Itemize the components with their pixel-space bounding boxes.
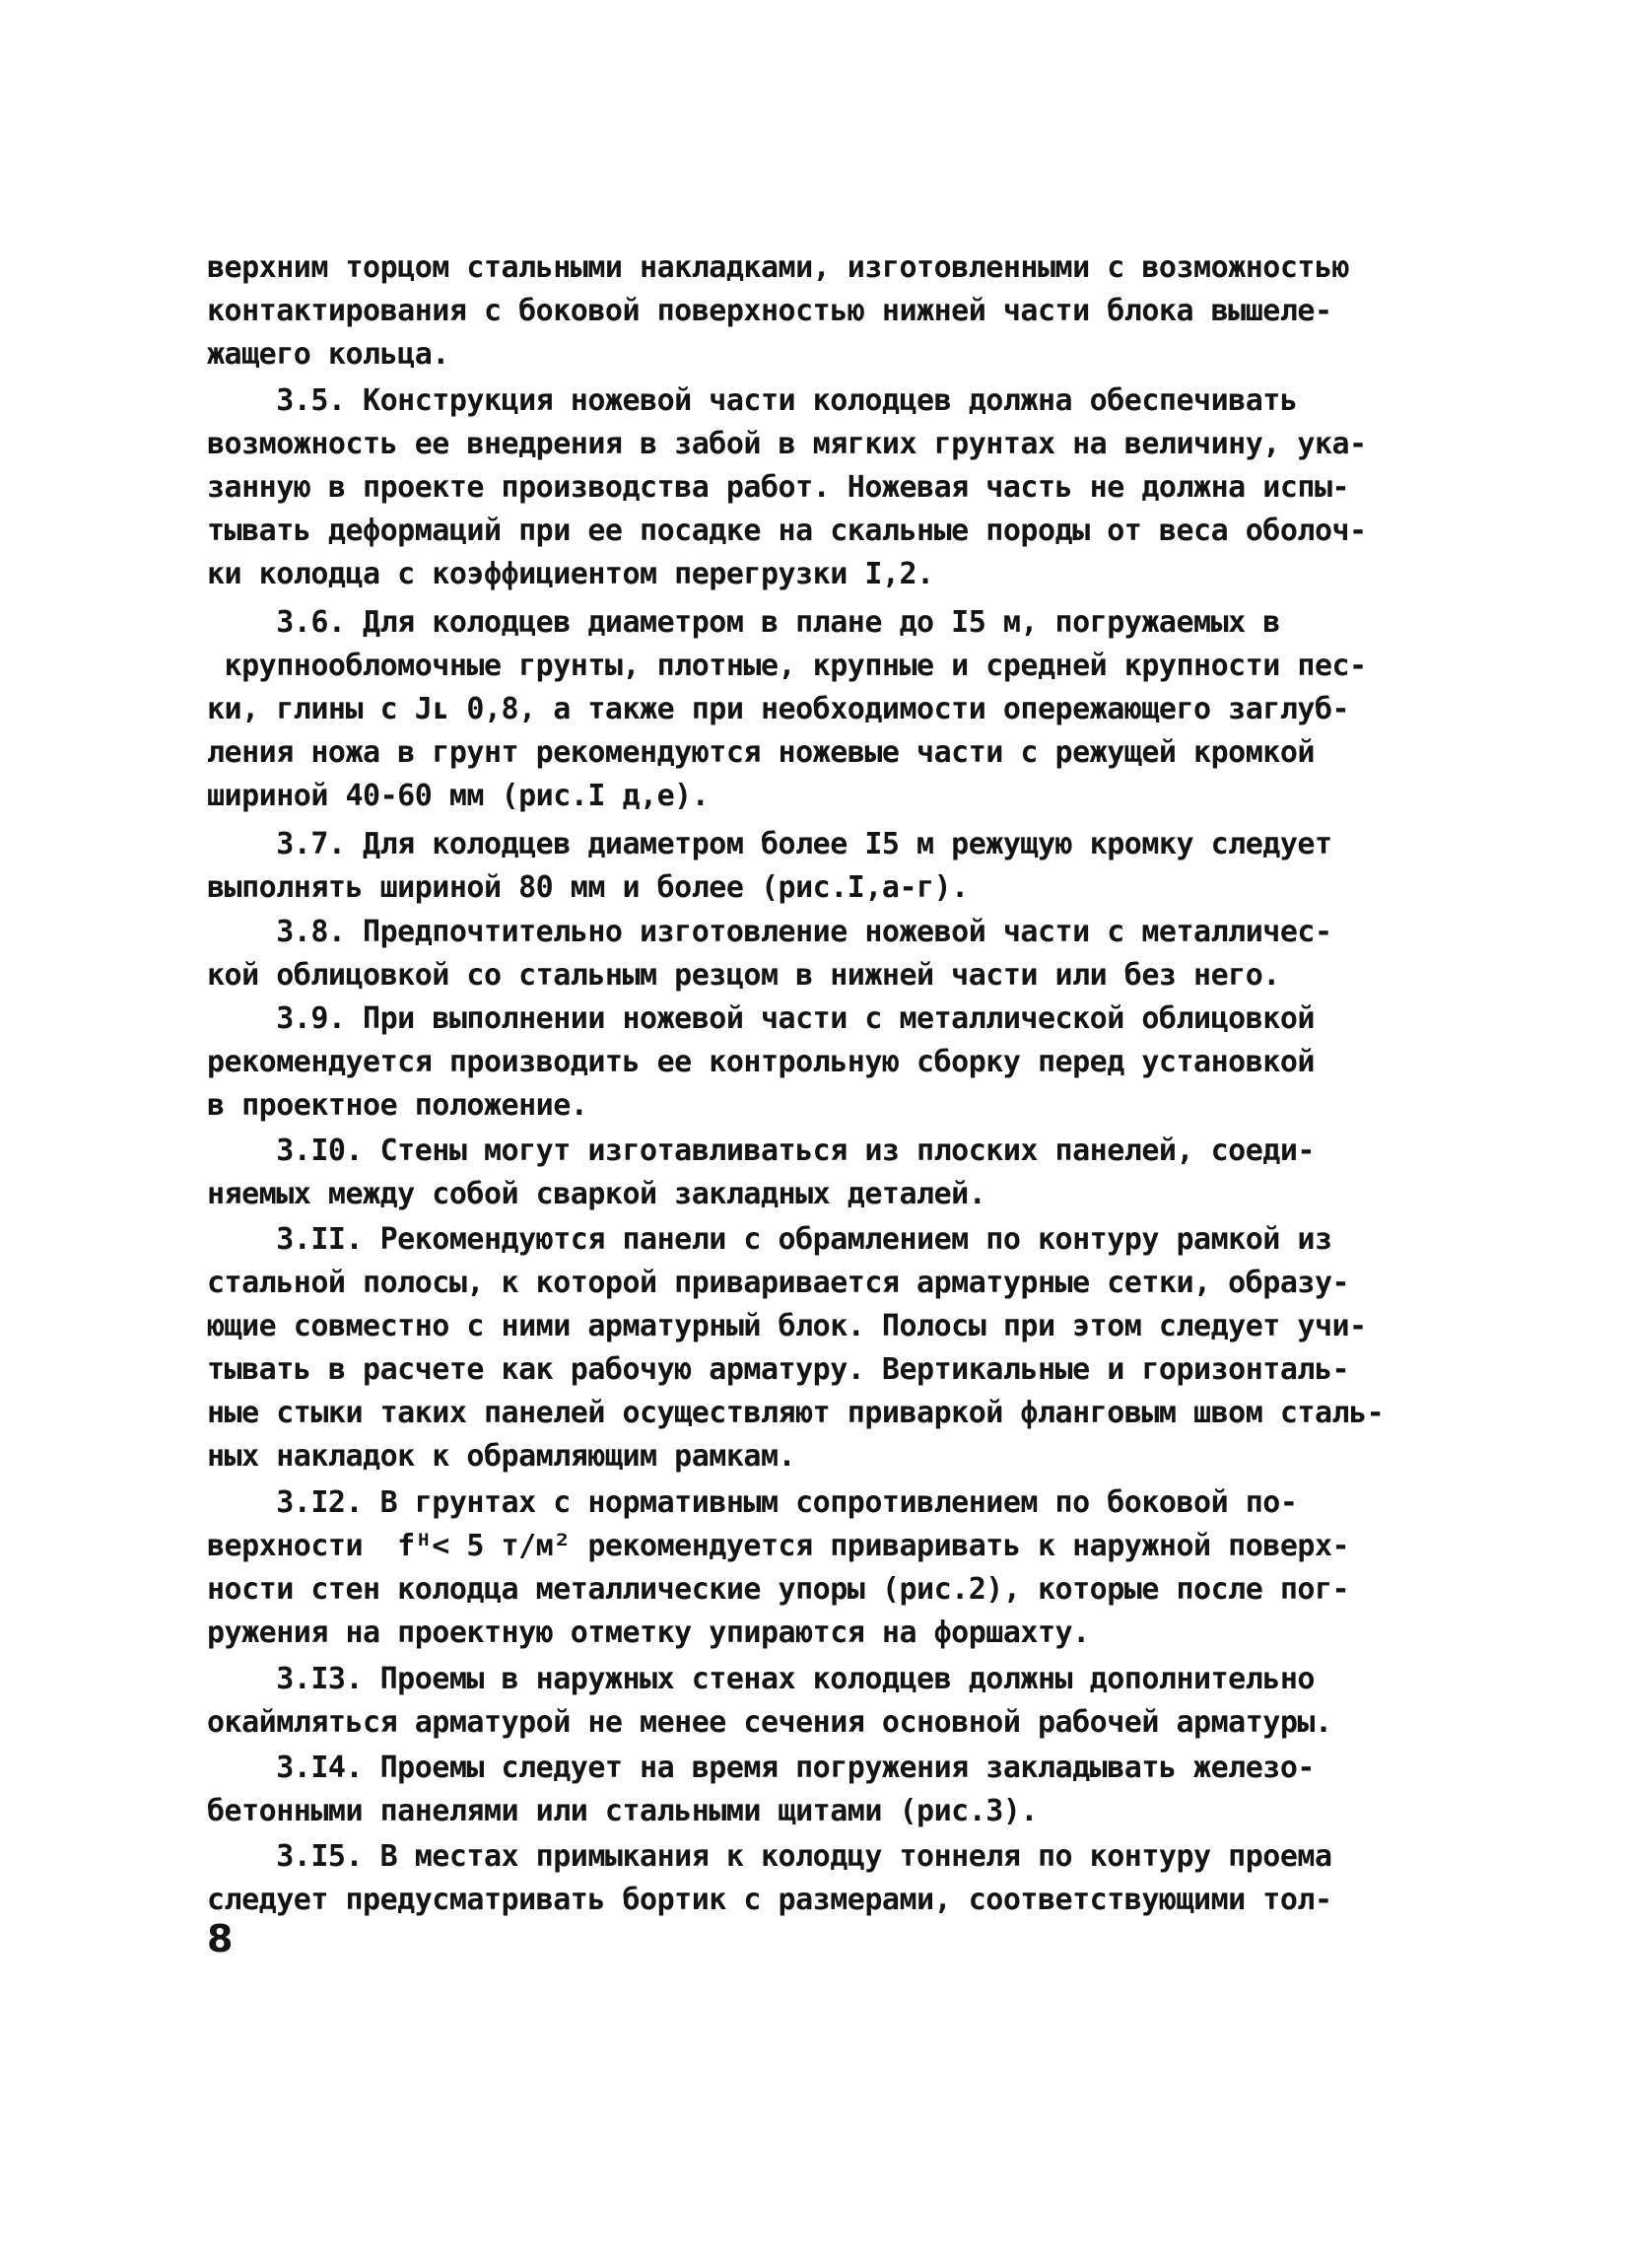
text-line: возможность ее внедрения в забой в мягких грунтах на величину, ука- — [207, 427, 1367, 461]
text-line: занную в проекте производства работ. Ножевая часть не должна испы- — [207, 470, 1350, 505]
text-line: 3.I5. В местах примыкания к колодцу тоннеля по контуру проема — [207, 1839, 1332, 1874]
text-line: 3.7. Для колодцев диаметром более I5 м режущую кромку следует — [207, 827, 1332, 861]
text-line: крупнообломочные грунты, плотные, крупные и средней крупности пес- — [207, 649, 1367, 683]
text-line: рекомендуется производить ее контрольную сборку перед установкой — [207, 1045, 1315, 1079]
text-line: бетонными панелями или стальными щитами (рис.3). — [207, 1794, 1038, 1828]
text-line: 3.I4. Проемы следует на время погружения закладывать железо- — [207, 1751, 1315, 1785]
text-line: стальной полосы, к которой приваривается арматурные сетки, образу- — [207, 1266, 1350, 1300]
text-line: 3.I3. Проемы в наружных стенах колодцев должны дополнительно — [207, 1662, 1315, 1696]
text-line: ности стен колодца металлические упоры (рис.2), которые после пог- — [207, 1572, 1350, 1607]
text-line: 3.9. При выполнении ножевой части с металлической облицовкой — [207, 1001, 1315, 1036]
text-line: окаймляться арматурой не менее сечения основной рабочей арматуры. — [207, 1705, 1332, 1740]
text-line: верхности fᴴ< 5 т/м² рекомендуется приваривать к наружной поверх- — [207, 1529, 1350, 1563]
text-line: следует предусматривать бортик с размерами, соответствующими тол- — [207, 1883, 1332, 1917]
text-line: ружения на проектную отметку упираются на форшахту. — [207, 1615, 1090, 1650]
text-line: 3.I0. Стены могут изготавливаться из плоских панелей, соеди- — [207, 1134, 1315, 1168]
text-line: 3.I2. В грунтах с нормативным сопротивлением по боковой по- — [207, 1485, 1298, 1520]
text-line: ления ножа в грунт рекомендуются ножевые части с режущей кромкой — [207, 735, 1315, 770]
text-line: жащего кольца. — [207, 337, 449, 372]
text-line: кой облицовкой со стальным резцом в нижней части или без него. — [207, 958, 1280, 993]
text-line: ки, глины с Jʟ 0,8, а также при необходимости опережающего заглуб- — [207, 692, 1350, 726]
text-line: 3.II. Рекомендуются панели с обрамлением по контуру рамкой из — [207, 1222, 1332, 1257]
text-line: 3.6. Для колодцев диаметром в плане до I5 м, погружаемых в — [207, 605, 1280, 640]
page-number: 8 — [207, 1917, 233, 1960]
text-line: верхним торцом стальными накладками, изготовленными с возможностью — [207, 250, 1350, 285]
text-line: 3.5. Конструкция ножевой части колодцев должна обеспечивать — [207, 383, 1298, 418]
text-line: тывать деформаций при ее посадке на скальные породы от веса оболоч- — [207, 514, 1367, 548]
text-line: выполнять шириной 80 мм и более (рис.I,а-г). — [207, 870, 969, 905]
text-line: тывать в расчете как рабочую арматуру. Вертикальные и горизонталь- — [207, 1352, 1350, 1387]
text-line: контактирования с боковой поверхностью нижней части блока вышеле- — [207, 294, 1332, 328]
text-line: ки колодца с коэффициентом перегрузки I,2. — [207, 557, 934, 591]
text-line: ных накладок к обрамляющим рамкам. — [207, 1439, 796, 1474]
text-line: ющие совместно с ними арматурный блок. Полосы при этом следует учи- — [207, 1309, 1367, 1343]
text-line: в проектное положение. — [207, 1088, 588, 1123]
text-line: ные стыки таких панелей осуществляют приваркой фланговым швом сталь- — [207, 1396, 1385, 1430]
text-line: шириной 40-60 мм (рис.I д,е). — [207, 779, 710, 813]
text-line: няемых между собой сваркой закладных деталей. — [207, 1177, 986, 1211]
text-line: 3.8. Предпочтительно изготовление ножевой части с металличес- — [207, 915, 1332, 949]
